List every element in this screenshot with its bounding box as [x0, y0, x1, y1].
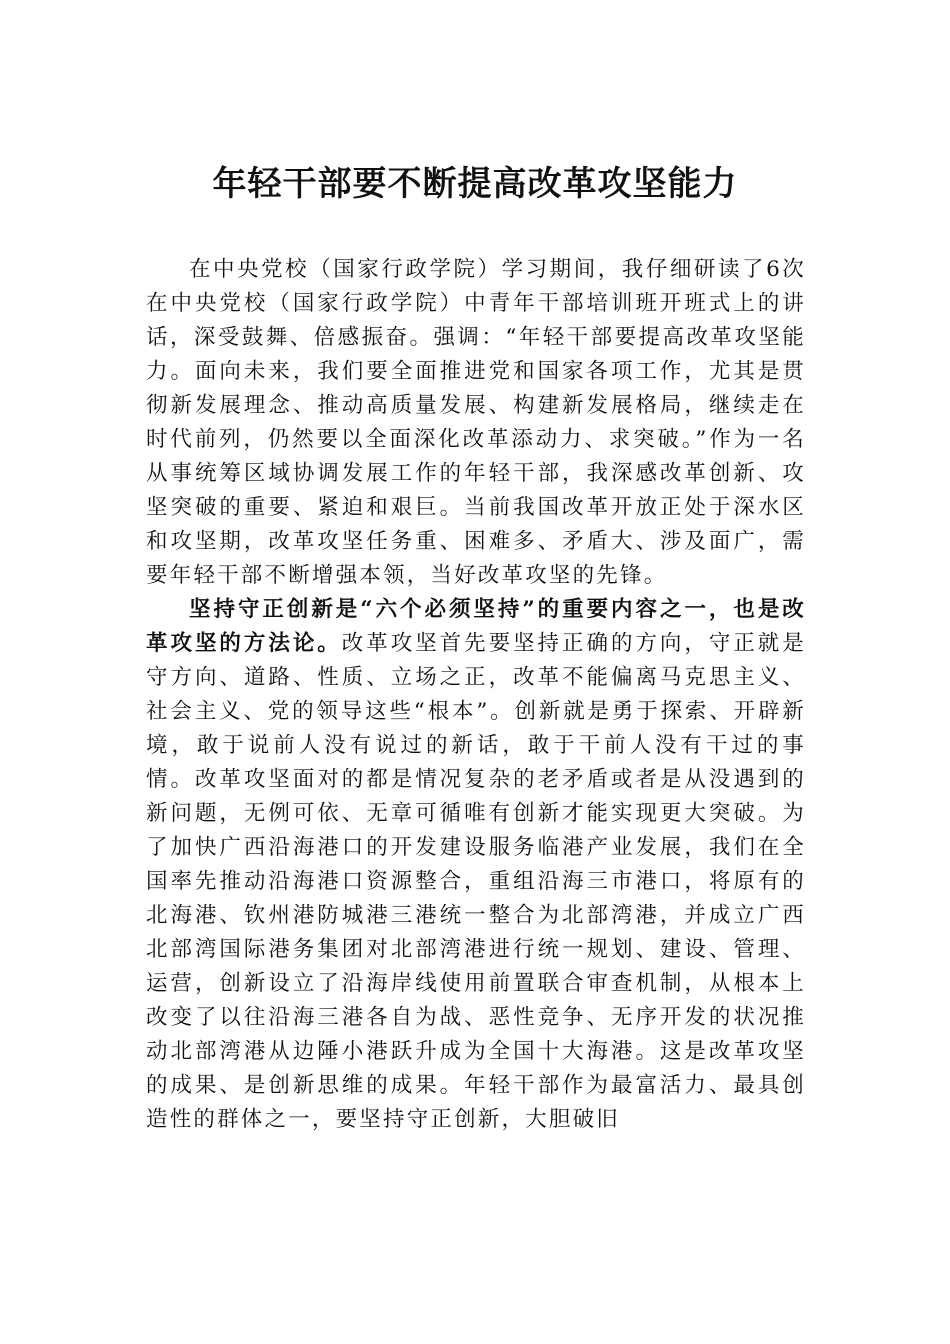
document-title: 年轻干部要不断提高改革攻坚能力 [212, 164, 738, 204]
paragraph-innovation [146, 593, 806, 1137]
paragraph-intro [146, 253, 806, 593]
paragraph-lead-sentence: 坚持守正创新是“六个必须坚持”的重要内容之一，也是改革攻坚的方法论。 [146, 597, 806, 656]
document-body [146, 253, 806, 1137]
paragraph-text: 改革攻坚首先要坚持正确的方向，守正就是守方向、道路、性质、立场之正，改革不能偏离马克思主义、社会主义、党的领导这些“根本”。创新就是勇于探索、开辟新境，敢于说前人没有说过的新话，敢于干前人没有干过的事情。改革攻坚面对的都是情况复杂的老矛盾或者是从没遇到的新问题，无例可依、无章可循唯有创新才能实现更大突破。为了加快广西沿海港口的开发建设服务临港产业发展，我们在全国率先推动沿海港口资源整合，重组沿海三市港口，将原有的北海港、钦州港防城港三港统一整合为北部湾港，并成立广西北部湾国际港务集团对北部湾港进行统一规划、建设、管理、运营，创新设立了沿海岸线使用前置联合审查机制，从根本上改变了以往沿海三港各自为战、恶性竞争、无序开发的状况推动北部湾港从边陲小港跃升成为全国十大海港。这是改革攻坚的成果、是创新思维的成果。年轻干部作为最富活力、最具创造性的群体之一，要坚持守正创新，大胆破旧 [146, 631, 806, 1132]
paragraph-text: 在中央党校（国家行政学院）学习期间，我仔细研读了6次在中央党校（国家行政学院）中青年干部培训班开班式上的讲话，深受鼓舞、倍感振奋。强调：“年轻干部要提高改革攻坚能力。面向未来，我们要全面推进党和国家各项工作，尤其是贯彻新发展理念、推动高质量发展、构建新发展格局，继续走在时代前列，仍然要以全面深化改革添动力、求突破。”作为一名从事统筹区域协调发展工作的年轻干部，我深感改革创新、攻坚突破的重要、紧迫和艰巨。当前我国改革开放正处于深水区和攻坚期，改革攻坚任务重、困难多、矛盾大、涉及面广，需要年轻干部不断增强本领，当好改革攻坚的先锋。 [146, 257, 806, 588]
